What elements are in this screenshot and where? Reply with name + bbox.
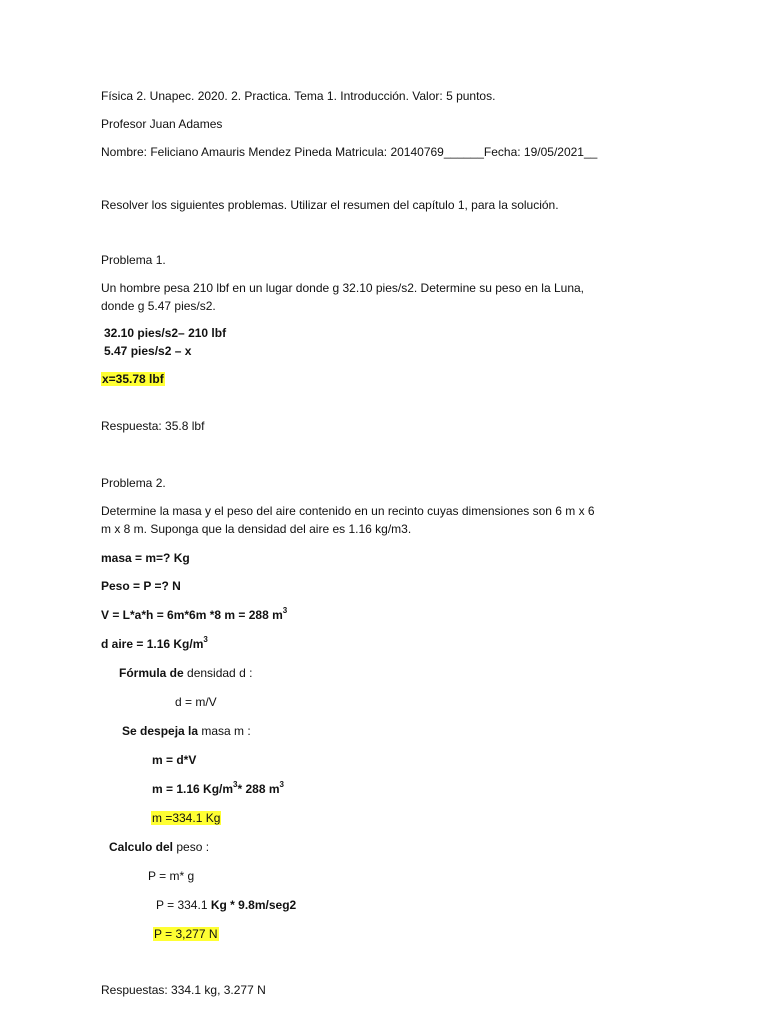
solve-label [122,723,251,739]
weight-formula: P = m* g [148,869,195,883]
weight-label-bold: Calculo del [109,840,174,854]
problem1-result [101,371,165,387]
solve-label-rest: masa m : [198,724,251,738]
problem2-answer: Respuestas: 334.1 kg, 3.277 N [101,983,266,997]
mass-result [151,810,221,826]
mass-formula: m = d*V [152,753,197,767]
problem2-title: Problema 2. [101,476,166,490]
mass-calculation [152,781,284,797]
problem1-title: Problema 1. [101,253,166,267]
volume-exponent: 3 [282,606,288,615]
weight-result [153,926,219,942]
density-exponent: 3 [203,635,208,644]
student-info: Nombre: Feliciano Amauris Mendez Pineda Matricula: 20140769______Fecha: 19/05/2021__ [101,145,598,159]
problem1-statement: Un hombre pesa 210 lbf en un lugar donde g 32.10 pies/s2. Determine su peso en la Luna, donde g 5.47 pies/s2. [101,281,584,313]
problem2-statement: Determine la masa y el peso del aire contenido en un recinto cuyas dimensiones son 6 m x 6 m x 8 m. Suponga que la densidad del aire es 1.16 kg/m3. [101,504,595,536]
mass-result-highlight: m =334.1 Kg [152,811,221,825]
weight-result-highlight: P = 3,277 N [154,927,218,941]
professor-name: Profesor Juan Adames [101,117,223,131]
density-formula: d = m/V [175,695,217,709]
solve-label-bold: Se despeja la [122,724,199,738]
volume-text: V = L*a*h = 6m*6m *8 m = 288 m [101,608,283,622]
problem1-rule-line2: 5.47 pies/s2 – x [104,344,192,358]
course-header: Física 2. Unapec. 2020. 2. Practica. Tema 1. Introducción. Valor: 5 puntos. [101,89,496,103]
mass-calc-exponent2: 3 [279,780,284,789]
problem1-answer: Respuesta: 35.8 lbf [101,419,205,433]
weight-calculation [156,897,296,913]
problem2-volume [101,607,287,623]
weight-calc-part2: Kg * 9.8m/seg2 [210,898,297,912]
problem2-peso-unknown: Peso = P =? N [101,579,181,593]
problem1-rule-line1: 32.10 pies/s2– 210 lbf [104,326,227,340]
formula-label [119,665,252,681]
weight-label [109,839,209,855]
mass-calc-exponent1: 3 [233,780,238,789]
instructions: Resolver los siguientes problemas. Utilizar el resumen del capítulo 1, para la solución. [101,198,559,212]
formula-label-rest: densidad d : [183,666,253,680]
mass-calc-part1: m = 1.16 Kg/m [152,782,234,796]
weight-label-rest: peso : [173,840,210,854]
problem2-masa-unknown: masa = m=? Kg [101,551,190,565]
problem2-density [101,636,208,652]
mass-calc-part2: * 288 m [237,782,280,796]
problem1-result-highlight: x=35.78 lbf [102,372,164,386]
formula-label-bold: Fórmula de [119,666,184,680]
density-text: d aire = 1.16 Kg/m [101,637,204,651]
weight-calc-part1: P = 334.1 [156,898,211,912]
